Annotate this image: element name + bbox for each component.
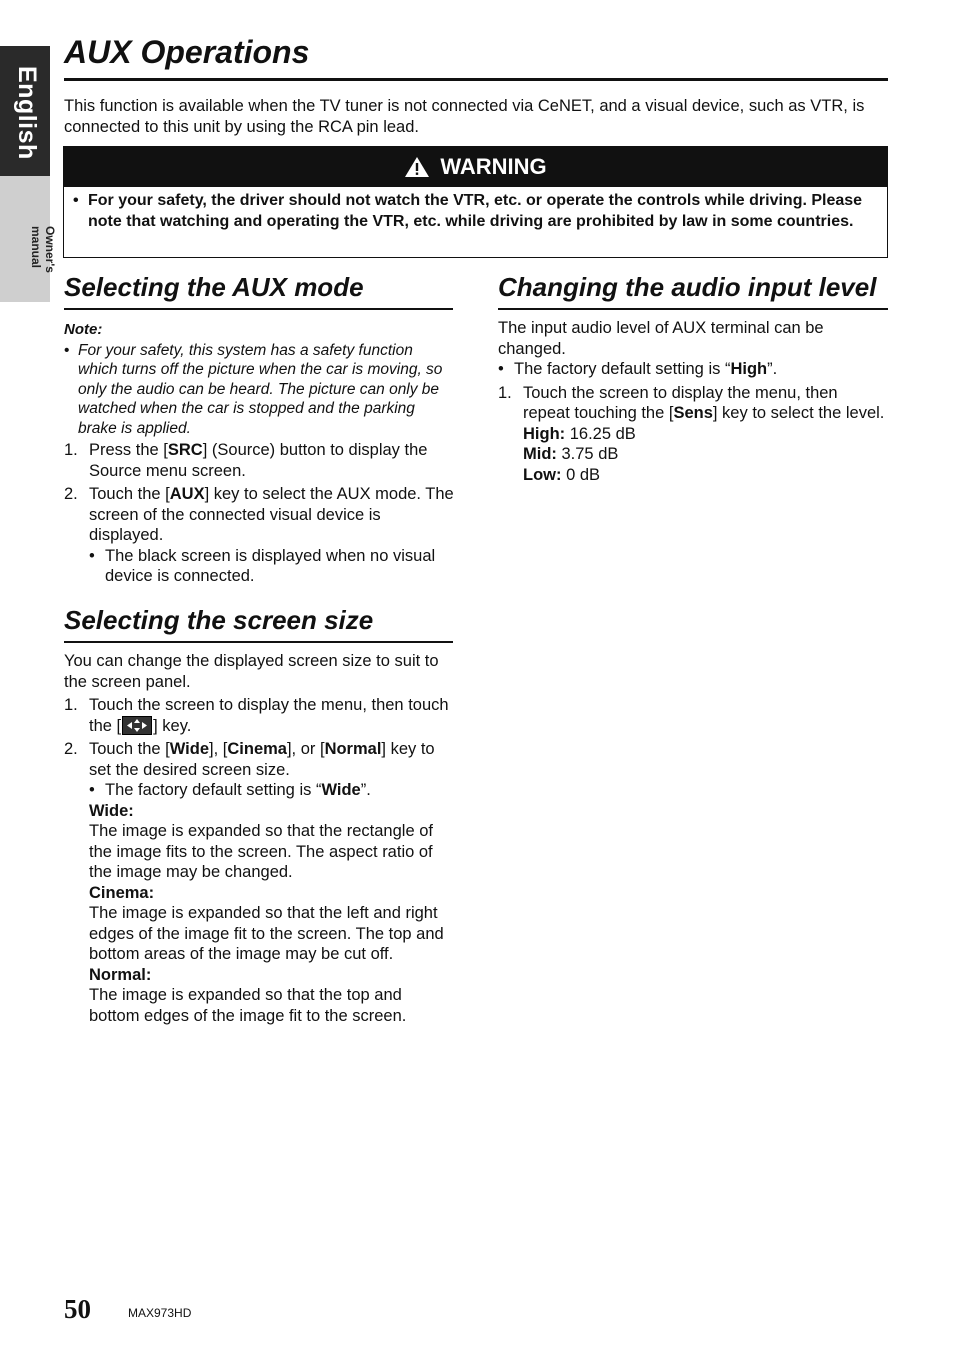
audio-level-divider (498, 308, 888, 310)
wide-key-label: Wide (169, 740, 210, 758)
screen-size-intro: You can change the displayed screen size to suit to the screen panel. (64, 652, 439, 691)
screen-size-divider (64, 641, 453, 643)
title-divider (64, 78, 888, 81)
manual-label: Owner's manual (29, 226, 57, 273)
src-key-label: SRC (167, 441, 203, 459)
screen-size-section (64, 651, 454, 1026)
screen-size-icon (122, 716, 152, 735)
warning-text: For your safety, the driver should not watch the VTR, etc. or operate the controls while driving. Please note that watching and operating the VTR, etc. while driving are prohibited by law in some countries. (88, 192, 863, 230)
intro-paragraph: This function is available when the TV tuner is not connected via CeNET, and a visual device, such as VTR, is connected to this unit by using the RCA pin lead. (64, 97, 865, 136)
aux-step-2: 2. Touch the [AUX] key to select the AUX mode. The screen of the connected visual device is displayed. • The black screen is displayed when no visual device is connected. (64, 485, 454, 585)
screen-step-2: 2. Touch the [Wide], [Cinema], or [Normal] key to set the desired screen size. • The factory default setting is “Wide”. Wide: The image is expanded so that the rectangle of the image fits to the screen. The aspect ratio of the image may be changed. Cinema: The image is expanded so that the left and right edges of the image fit to the screen. The top and bottom areas of the image may be cut off. Normal: The image is expanded so that the top and bottom edges of the image fit to the screen. (64, 739, 454, 1026)
normal-label: Normal: (89, 965, 152, 984)
normal-key-label: Normal (324, 740, 382, 758)
audio-default-note: • The factory default setting is “High”. (498, 360, 778, 378)
aux-key-label: AUX (169, 485, 205, 503)
aux-step-2-note: • The black screen is displayed when no visual device is connected. (89, 546, 436, 585)
cinema-description: The image is expanded so that the left and right edges of the image fit to the screen. The top and bottom areas of the image may be cut off. (89, 904, 444, 963)
language-label: English (13, 66, 41, 160)
note-text: For your safety, this system has a safety function which turns off the picture when the car is moving, so only the audio can be heard. The picture can only be watched when the car is stopped and the parking brake is applied. (78, 341, 443, 437)
wide-label: Wide: (89, 801, 134, 820)
aux-mode-heading: Selecting the AUX mode (64, 272, 364, 302)
warning-box (63, 146, 888, 258)
model-number: MAX973HD (128, 1306, 192, 1320)
screen-size-heading: Selecting the screen size (64, 605, 374, 635)
screen-step-1: 1. Touch the screen to display the menu, then touch the [ ] key. (64, 696, 449, 735)
normal-description: The image is expanded so that the top and bottom edges of the image fit to the screen. (89, 986, 407, 1025)
level-low: Low: 0 dB (523, 465, 601, 484)
language-side-tab (0, 46, 57, 302)
screen-default-note: • The factory default setting is “Wide”. (89, 781, 371, 799)
sens-key-label: Sens (673, 404, 713, 422)
cinema-label: Cinema: (89, 883, 155, 902)
page-title: AUX Operations (64, 34, 310, 70)
audio-level-section (498, 318, 886, 485)
audio-step-1: 1. Touch the screen to display the menu, then repeat touching the [Sens] key to select the level. High: 16.25 dB Mid: 3.75 dB Low: 0 dB (498, 383, 885, 484)
warning-header (64, 147, 887, 187)
note-item: • For your safety, this system has a safety function which turns off the picture when the car is moving, so only the audio can be heard. The picture can only be watched when the car is stopped and the parking brake is applied. (64, 341, 443, 437)
warning-triangle-icon (404, 156, 430, 178)
level-mid: Mid: 3.75 dB (523, 445, 619, 463)
wide-description: The image is expanded so that the rectangle of the image fits to the screen. The aspect ratio of the image may be changed. (89, 822, 433, 881)
page-number: 50 (64, 1294, 91, 1324)
cinema-key-label: Cinema (227, 740, 287, 758)
warning-text-block: • For your safety, the driver should not watch the VTR, etc. or operate the controls while driving. Please note that watching and operating the VTR, etc. while driving are prohibited by law in some countries. (64, 187, 887, 232)
note-label: Note: (64, 321, 103, 338)
aux-mode-divider (64, 308, 453, 310)
warning-heading: WARNING (440, 154, 547, 179)
audio-level-heading: Changing the audio input level (498, 272, 877, 302)
level-high: High: 16.25 dB (523, 424, 636, 443)
audio-level-intro: The input audio level of AUX terminal can be changed. (498, 319, 824, 358)
aux-mode-section (64, 320, 454, 587)
aux-step-1: 1. Press the [SRC] (Source) button to display the Source menu screen. (64, 441, 428, 480)
